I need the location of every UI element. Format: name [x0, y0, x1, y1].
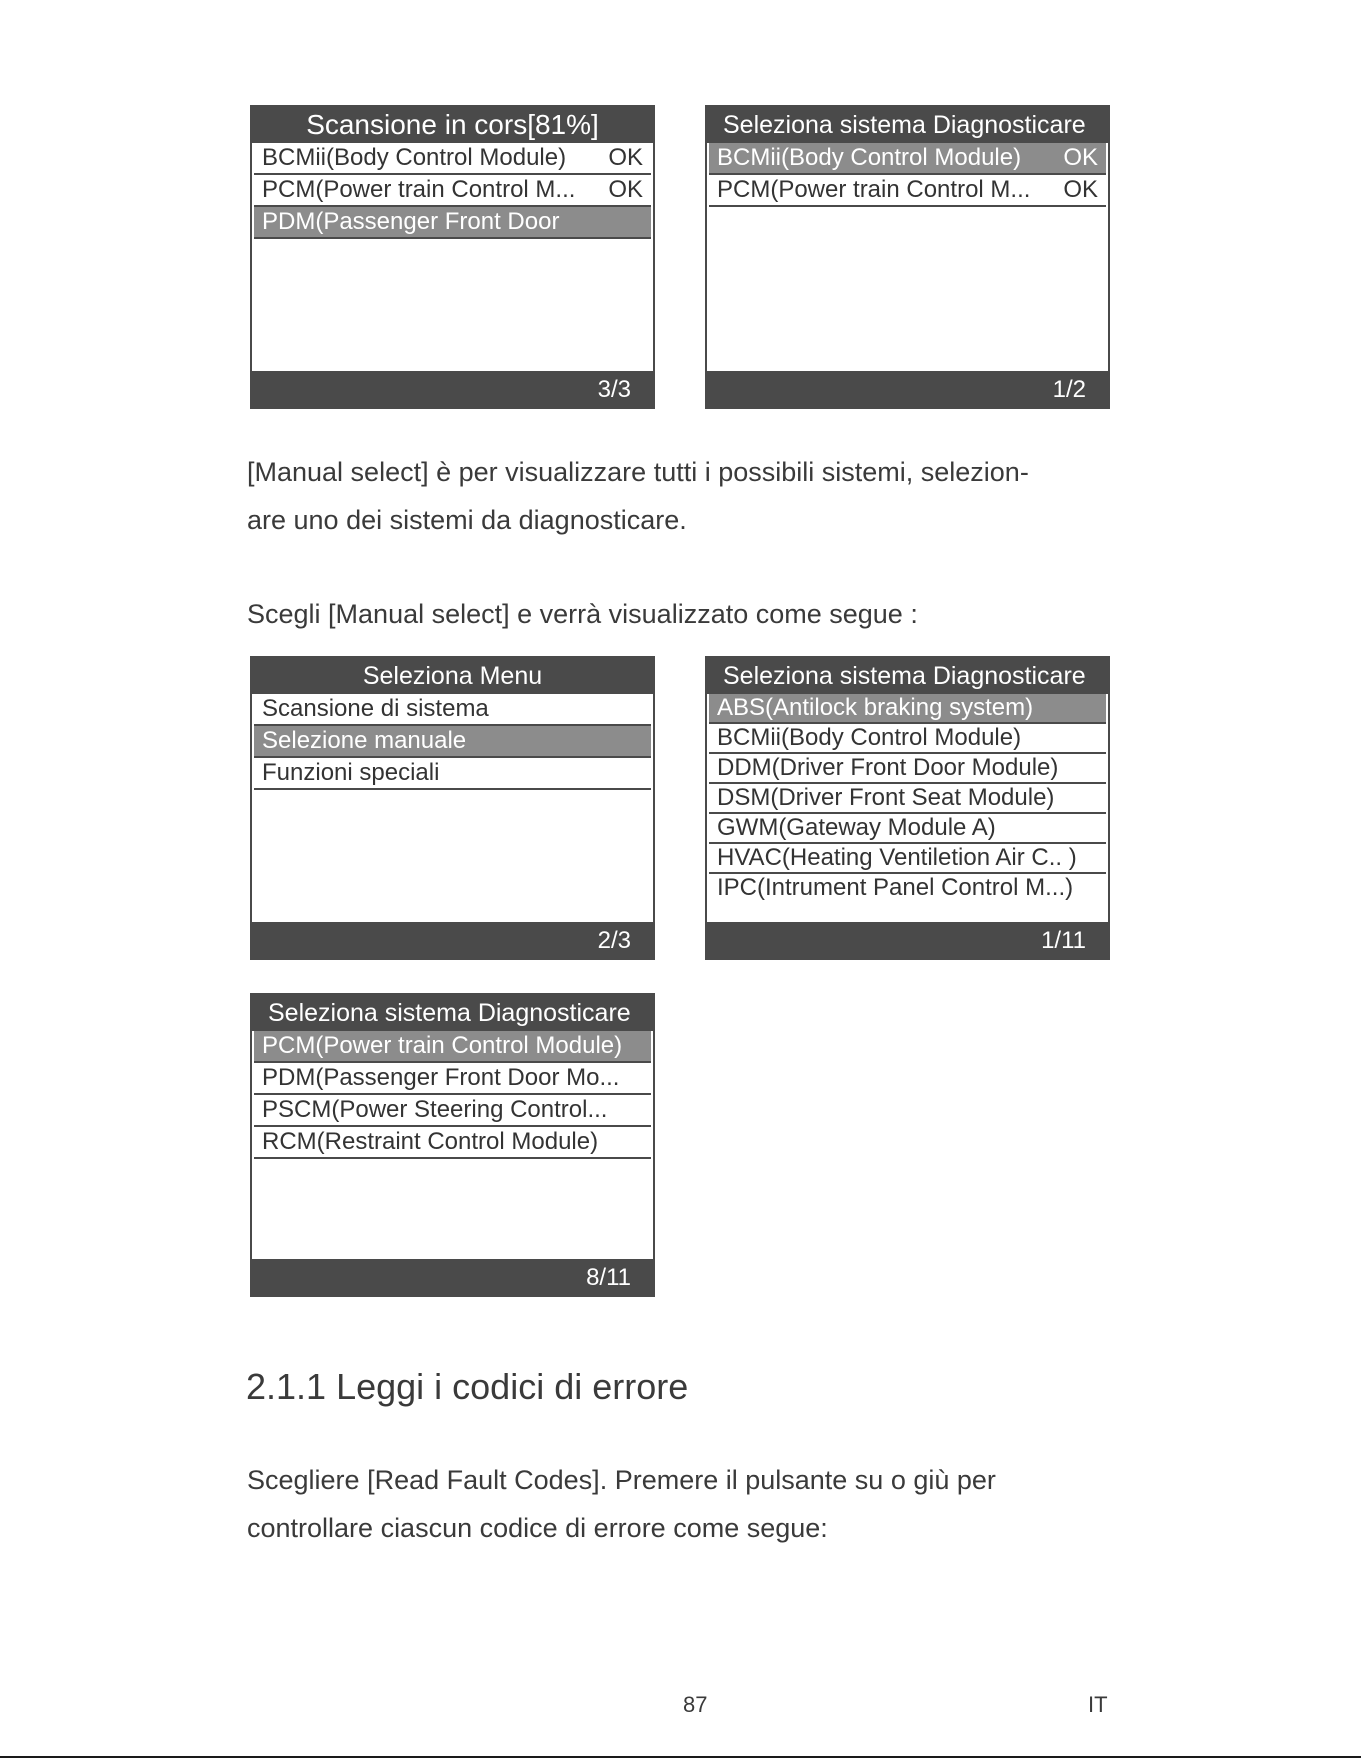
list-item-selected — [254, 1031, 651, 1063]
paragraph-line: are uno dei sistemi da diagnosticare. — [247, 505, 687, 535]
paragraph-line: [Manual select] è per visualizzare tutti i possibili sistemi, selezion- — [247, 457, 1029, 487]
system-label: DSM(Driver Front Seat Module) — [717, 784, 1055, 811]
system-label: ABS(Antilock braking system) — [717, 694, 1034, 721]
page-indicator: 2/3 — [252, 922, 653, 958]
system-label: BCMii(Body Control Module) — [262, 144, 567, 171]
paragraph-line: controllare ciascun codice di errore come segue: — [247, 1513, 828, 1543]
section-heading: 2.1.1 Leggi i codici di errore — [246, 1366, 689, 1407]
page-indicator: 1/2 — [707, 371, 1108, 407]
screen-title: Seleziona Menu — [252, 658, 653, 694]
list-item — [709, 724, 1106, 754]
list-item — [254, 758, 651, 790]
language-code: IT — [1088, 1692, 1108, 1717]
system-label: PCM(Power train Control Module) — [262, 1032, 623, 1059]
bottom-divider — [0, 1756, 1361, 1758]
system-label: BCMii(Body Control Module) — [717, 144, 1022, 171]
list-item — [254, 1095, 651, 1127]
list-item — [709, 175, 1106, 207]
list-item — [254, 694, 651, 726]
system-label: PSCM(Power Steering Control... — [262, 1096, 608, 1123]
status-text: OK — [608, 144, 643, 171]
system-label: BCMii(Body Control Module) — [717, 724, 1022, 751]
page-indicator: 3/3 — [252, 371, 653, 407]
screen-title: Seleziona sistema Diagnosticare — [707, 658, 1108, 694]
paragraph-read-fault-codes — [247, 1456, 1127, 1552]
select-system-screen-1 — [705, 105, 1110, 409]
select-system-screen-2 — [705, 656, 1110, 960]
list-item — [709, 814, 1106, 844]
list-item-selected — [254, 207, 651, 239]
system-label: HVAC(Heating Ventiletion Air C.. ) — [717, 844, 1077, 871]
status-text — [635, 207, 643, 237]
paragraph-manual-select — [247, 448, 1127, 544]
system-label: PDM(Passenger Front Door — [262, 208, 560, 235]
status-text: OK — [1063, 176, 1098, 203]
list-item — [254, 1063, 651, 1095]
list-item-selected — [254, 726, 651, 758]
paragraph-line: Scegliere [Read Fault Codes]. Premere il pulsante su o giù per — [247, 1465, 996, 1495]
page-indicator: 1/11 — [707, 922, 1108, 958]
system-label: RCM(Restraint Control Module) — [262, 1128, 599, 1155]
status-text: OK — [608, 176, 643, 203]
screen-title: Seleziona sistema Diagnosticare — [707, 107, 1108, 143]
menu-screen — [250, 656, 655, 960]
list-item — [709, 754, 1106, 784]
menu-item-label: Funzioni speciali — [262, 759, 440, 786]
system-label: PCM(Power train Control M... — [717, 176, 1031, 203]
page-number: 87 — [683, 1692, 708, 1717]
menu-item-label: Scansione di sistema — [262, 695, 489, 722]
system-label: IPC(Intrument Panel Control M...) — [717, 874, 1074, 901]
screen-title: Seleziona sistema Diagnosticare — [252, 995, 653, 1031]
system-label: GWM(Gateway Module A) — [717, 814, 996, 841]
list-item — [709, 784, 1106, 814]
menu-item-label: Selezione manuale — [262, 727, 467, 754]
list-item — [254, 175, 651, 207]
scan-progress-screen — [250, 105, 655, 409]
list-item — [254, 1127, 651, 1159]
system-label: PDM(Passenger Front Door Mo... — [262, 1064, 620, 1091]
select-system-screen-3 — [250, 993, 655, 1297]
list-item-selected — [709, 694, 1106, 724]
paragraph-choose-manual: Scegli [Manual select] e verrà visualizzato come segue : — [247, 599, 918, 629]
status-text: OK — [1063, 144, 1098, 171]
list-item — [709, 844, 1106, 874]
list-item-selected — [709, 143, 1106, 175]
page-indicator: 8/11 — [252, 1259, 653, 1295]
list-item — [709, 874, 1106, 904]
list-item — [254, 143, 651, 175]
system-label: PCM(Power train Control M... — [262, 176, 576, 203]
screen-title: Scansione in cors[81%] — [252, 107, 653, 143]
system-label: DDM(Driver Front Door Module) — [717, 754, 1059, 781]
